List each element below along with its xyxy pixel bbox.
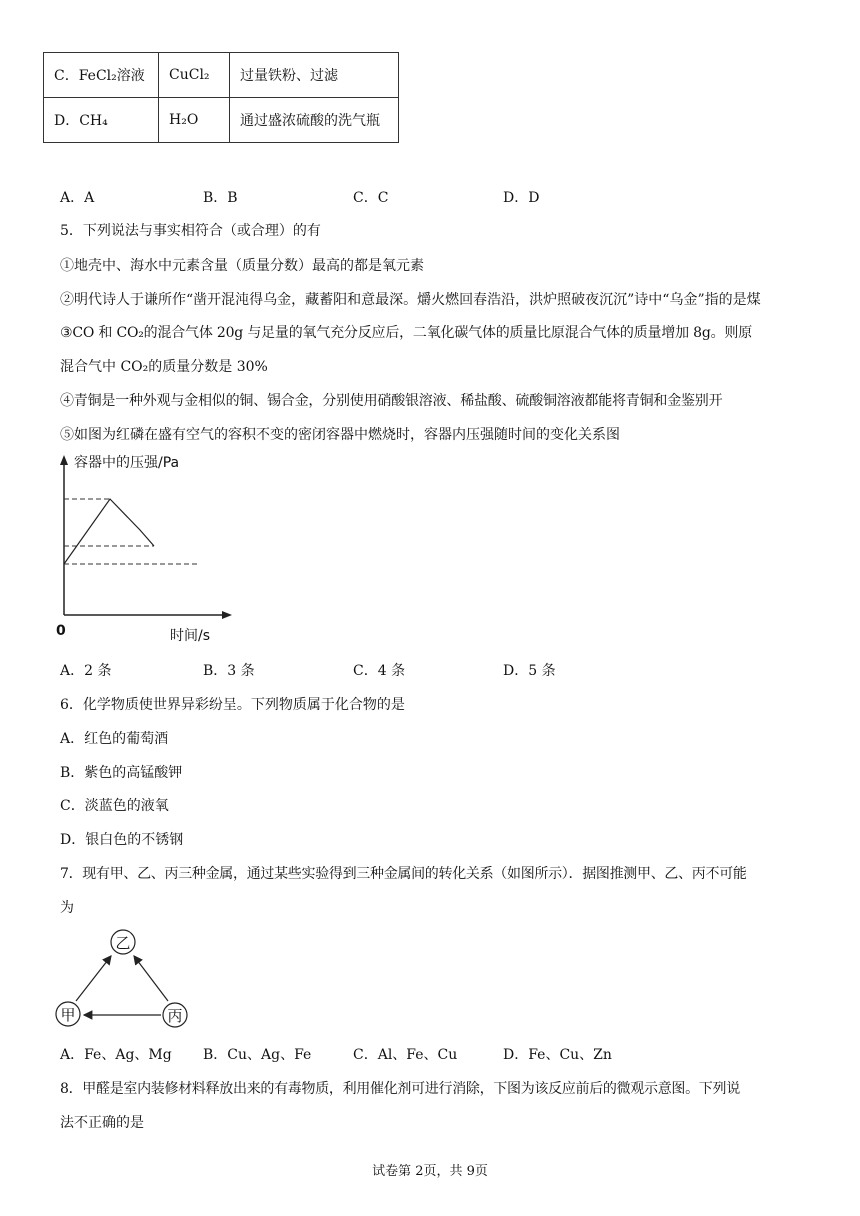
q7-option-d: D．Fe、Cu、Zn: [503, 1047, 612, 1063]
q4-option-b: B．B: [203, 190, 238, 206]
q5-option-a: A．2 条: [60, 663, 112, 679]
q5-item-2: ②明代诗人于谦所作“凿开混沌得乌金，藏蓄阳和意最深。爝火燃回春浩沿，洪炉照破夜沉沉”诗中“乌金”指的是煤: [60, 292, 761, 308]
q8-stem-line2: 法不正确的是: [60, 1115, 144, 1131]
q4-option-c: C．C: [353, 190, 389, 206]
q6-option-d: D．银白色的不锈钢: [60, 832, 184, 848]
q6-option-c: C．淡蓝色的液氧: [60, 798, 169, 814]
graph-xlabel: 时间/s: [170, 628, 211, 644]
graph-ylabel: 容器中的压强/Pa: [74, 455, 180, 471]
q6-option-b: B．紫色的高锰酸钾: [60, 765, 183, 781]
metal-conversion-diagram: [50, 925, 200, 1033]
y-axis-arrow-icon: [60, 455, 68, 465]
table-cell-method: 过量铁粉、过滤: [230, 53, 399, 98]
pressure-time-graph: [50, 450, 250, 650]
graph-origin: 0: [56, 623, 66, 639]
q4-option-d: D．D: [503, 190, 540, 206]
q7-option-b: B．Cu、Ag、Fe: [203, 1047, 312, 1063]
q4-option-a: A．A: [60, 190, 95, 206]
table-cell-impurity: CuCl₂: [159, 53, 230, 98]
q7-stem-line2: 为: [60, 900, 74, 916]
q7-option-c: C．Al、Fe、Cu: [353, 1047, 458, 1063]
q5-option-b: B．3 条: [203, 663, 255, 679]
arrow-jia-to-yi: [76, 956, 111, 1001]
q5-item-5: ⑤如图为红磷在盛有空气的容积不变的密闭容器中燃烧时，容器内压强随时间的变化关系图: [60, 427, 620, 443]
x-axis-arrow-icon: [222, 611, 232, 619]
table-cell-impurity: H₂O: [159, 98, 230, 143]
table-row: [44, 53, 399, 98]
arrow-bing-to-yi: [134, 956, 168, 1001]
node-jia-label: 甲: [60, 1006, 76, 1024]
q6-stem: 6．化学物质使世界异彩纷呈。下列物质属于化合物的是: [60, 697, 405, 713]
node-bing-label: 丙: [167, 1007, 183, 1025]
page-footer: 试卷第 2页，共 9页: [372, 1164, 488, 1179]
q7-option-a: A．Fe、Ag、Mg: [60, 1047, 172, 1063]
q6-option-a: A．红色的葡萄酒: [60, 731, 169, 747]
table-cell-method: 通过盛浓硫酸的洗气瓶: [230, 98, 399, 143]
q7-stem-line1: 7．现有甲、乙、丙三种金属，通过某些实验得到三种金属间的转化关系（如图所示）．据图推测甲、乙、丙不可能: [60, 866, 747, 882]
impurity-table: [43, 52, 399, 143]
table-row: [44, 98, 399, 143]
q5-stem: 5．下列说法与事实相符合（或合理）的有: [60, 223, 321, 239]
q5-item-3: ③CO 和 CO₂的混合气体 20g 与足量的氧气充分反应后，二氧化碳气体的质量比原混合气体的质量增加 8g。则原: [60, 325, 753, 341]
q5-option-d: D．5 条: [503, 663, 556, 679]
pressure-curve: [64, 499, 154, 564]
q5-item-3-cont: 混合气中 CO₂的质量分数是 30%: [60, 359, 268, 375]
q8-stem-line1: 8．甲醛是室内装修材料释放出来的有毒物质，利用催化剂可进行消除，下图为该反应前后的微观示意图。下列说: [60, 1081, 740, 1097]
table-cell-option: C．FeCl₂溶液: [44, 53, 159, 98]
q5-item-4: ④青铜是一种外观与金相似的铜、锡合金，分别使用硝酸银溶液、稀盐酸、硫酸铜溶液都能将青铜和金鉴别开: [60, 393, 723, 409]
q5-item-1: ①地壳中、海水中元素含量（质量分数）最高的都是氧元素: [60, 258, 424, 274]
node-yi-label: 乙: [115, 934, 131, 952]
q5-option-c: C．4 条: [353, 663, 406, 679]
table-cell-option: D．CH₄: [44, 98, 159, 143]
